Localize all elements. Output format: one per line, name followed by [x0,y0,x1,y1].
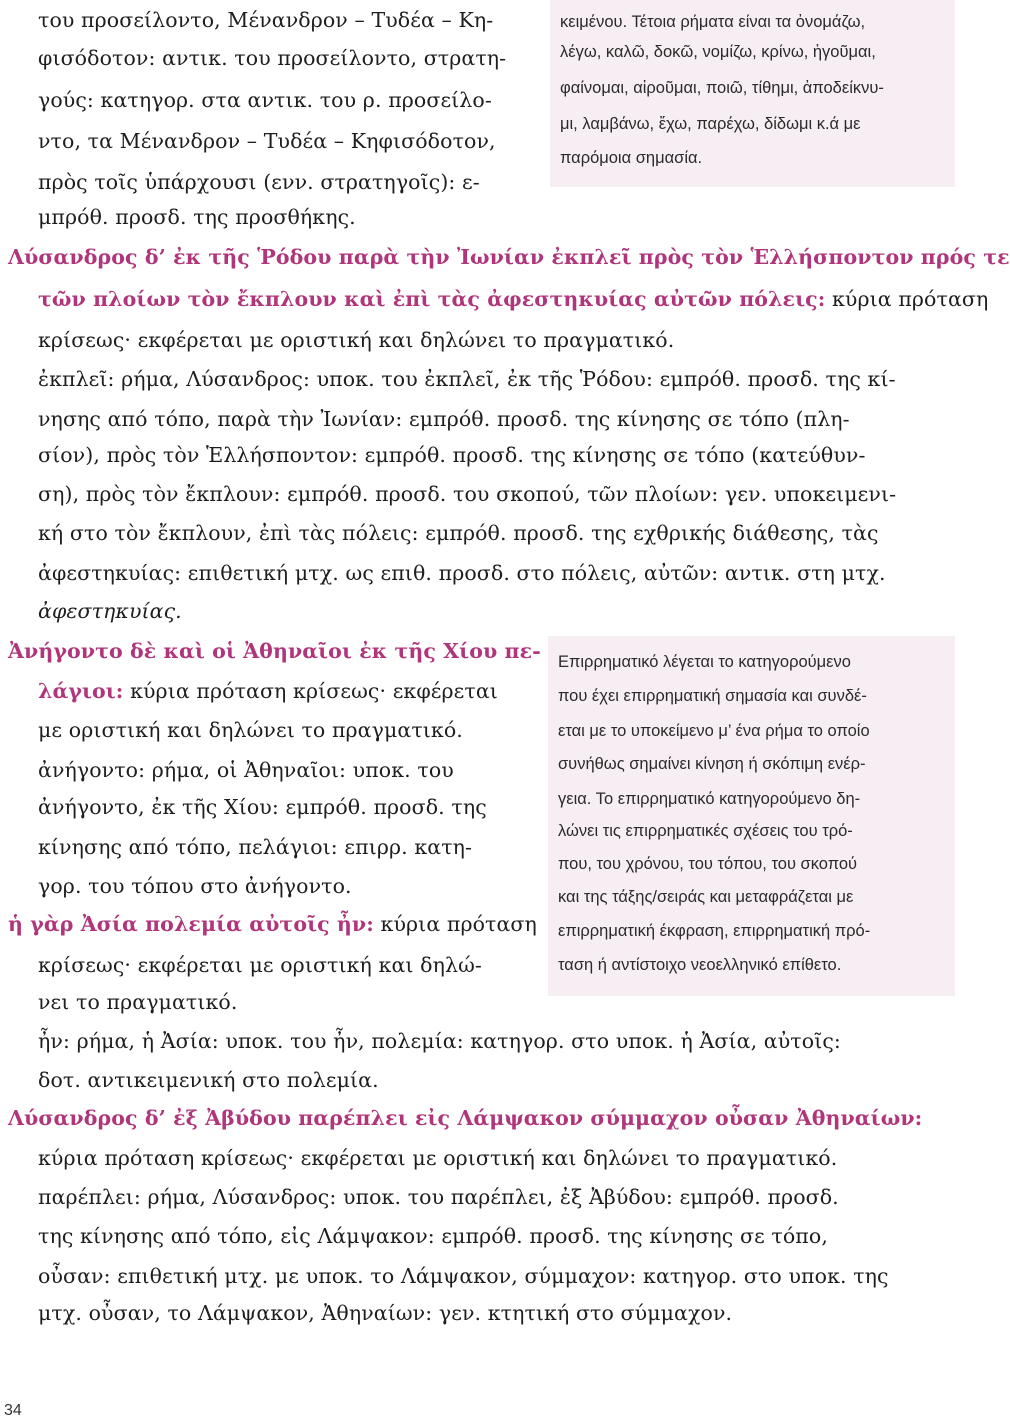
section-heading-line [38,681,498,702]
text-line: ἀνήγοντο: ρήμα, οἱ Ἀθηναῖοι: υποκ. του [38,758,454,782]
text-line: κρίσεως· εκφέρεται με οριστική και δηλώνει το πραγματικό. [38,328,675,352]
note-box-verbs [550,0,955,187]
text-line: παρέπλει: ρήμα, Λύσανδρος: υποκ. του παρέπλει, ἐξ Ἀβύδου: εμπρόθ. προσδ. [38,1185,839,1209]
note-line: ταση ή αντίστοιχο νεοελληνικό επίθετο. [558,956,842,974]
note-line: λέγω, καλῶ, δοκῶ, νομίζω, κρίνω, ἡγοῦμαι, [560,43,876,61]
text-line: δοτ. αντικειμενική στο πολεμία. [38,1068,379,1092]
text-line: κή στο τὸν ἔκπλουν, ἐπὶ τὰς πόλεις: εμπρόθ. προσδ. της εχθρικής διάθεσης, τὰς [38,521,879,545]
text-line: ντο, τα Μένανδρον – Τυδέα – Κηφισόδοτον, [38,129,496,153]
section-heading: τῶν πλοίων τὸν ἔκπλουν καὶ ἐπὶ τὰς ἀφεστηκυίας αὐτῶν πόλεις: [38,287,826,311]
text-line: φισόδοτον: αντικ. του προσείλοντο, στρατη- [38,46,507,70]
text-line: οὖσαν: επιθετική μτχ. με υποκ. το Λάμψακον, σύμμαχον: κατηγορ. στο υποκ. της [38,1264,889,1288]
text-line: πρὸς τοῖς ὑπάρχουσι (ενν. στρατηγοῖς): ε- [38,170,480,194]
text-line: ἦν: ρήμα, ἡ Ἀσία: υποκ. του ἦν, πολεμία: κατηγορ. στο υποκ. ἡ Ἀσία, αὐτοῖς: [38,1029,841,1053]
note-line: γεια. Το επιρρηματικό κατηγορούμενο δη- [558,790,861,808]
note-line: παρόμοια σημασία. [560,149,703,167]
note-line: συνήθως σημαίνει κίνηση ή σκόπιμη ενέρ- [558,755,866,773]
note-box-adverbial-predicate [548,636,955,996]
section-heading: Λύσανδρος δ’ ἐκ τῆς Ῥόδου παρὰ τὴν Ἰωνίαν ἐκπλεῖ πρὸς τὸν Ἑλλήσποντον πρός τε [8,245,1010,269]
section-heading: λάγιοι: [38,679,124,703]
section-heading-line [8,914,537,935]
note-line: Επιρρηματικό λέγεται το κατηγορούμενο [558,653,851,671]
text-line: της κίνησης από τόπο, εἰς Λάμψακον: εμπρόθ. προσδ. της κίνησης σε τόπο, [38,1224,828,1248]
text-line [38,10,493,31]
text-line: ἀνήγοντο, ἐκ τῆς Χίου: εμπρόθ. προσδ. της [38,795,487,819]
note-line: εται με το υποκείμενο μ’ ένα ρήμα το οποίο [558,722,870,740]
note-line: κειμένου. Τέτοια ρήματα είναι τα ὀνομάζω, [560,13,866,31]
text-line: ση), πρὸς τὸν ἔκπλουν: εμπρόθ. προσδ. του σκοπού, τῶν πλοίων: γεν. υποκειμενι- [38,482,897,506]
text-line: σίον), πρὸς τὸν Ἑλλήσποντον: εμπρόθ. προσδ. της κίνησης σε τόπο (κατεύθυν- [38,443,866,467]
text-line: ἐκπλεῖ: ρήμα, Λύσανδρος: υποκ. του ἐκπλεῖ, ἐκ τῆς Ῥόδου: εμπρόθ. προσδ. της κί- [38,367,896,391]
page-number: 34 [4,1402,22,1419]
note-line: που, του χρόνου, του τόπου, του σκοπού [558,855,858,873]
section-heading-line [38,289,988,310]
text: κύρια πρόταση [373,912,537,936]
text-line: κρίσεως· εκφέρεται με οριστική και δηλώ- [38,953,482,977]
text-line: γούς: κατηγορ. στα αντικ. του ρ. προσείλο- [38,88,492,112]
text: κύρια πρόταση κρίσεως· εκφέρεται [123,679,498,703]
text-line: ἀφεστηκυίας. [38,599,182,623]
text-line: ἀφεστηκυίας: επιθετική μτχ. ως επιθ. προσδ. στο πόλεις, αὐτῶν: αντικ. στη μτχ. [38,561,886,585]
section-heading: ἡ γὰρ Ἀσία πολεμία αὐτοῖς ἦν: [8,912,374,936]
text-line: μτχ. οὖσαν, το Λάμψακον, Ἀθηναίων: γεν. κτητική στο σύμμαχον. [38,1301,733,1325]
section-heading: Ἀνήγοντο δὲ καὶ οἱ Ἀθηναῖοι ἐκ τῆς Χίου πε- [8,639,541,663]
text-line: κύρια πρόταση κρίσεως· εκφέρεται με οριστική και δηλώνει το πραγματικό. [38,1146,838,1170]
text: του προσείλοντο, Μένανδρον – Τυδέα – Κη- [38,8,494,32]
note-line: μι, λαμβάνω, ἔχω, παρέχω, δίδωμι κ.ά με [560,115,861,133]
text-line: νει το πραγματικό. [38,990,238,1014]
note-line: φαίνομαι, αἱροῦμαι, ποιῶ, τίθημι, ἀποδείκνυ- [560,79,884,97]
text-line: μπρόθ. προσδ. της προσθήκης. [38,205,356,229]
note-line: και της τάξης/σειράς και μεταφράζεται με [558,888,854,906]
text: κύρια πρόταση [825,287,989,311]
text-line: κίνησης από τόπο, πελάγιοι: επιρρ. κατη- [38,835,473,859]
text-line: νησης από τόπο, παρὰ τὴν Ἰωνίαν: εμπρόθ. προσδ. της κίνησης σε τόπο (πλη- [38,407,850,431]
note-line: λώνει τις επιρρηματικές σχέσεις του τρό- [558,822,853,840]
note-line: επιρρηματική έκφραση, επιρρηματική πρό- [558,922,871,940]
text-line: γορ. του τόπου στο ἀνήγοντο. [38,874,352,898]
text-line: με οριστική και δηλώνει το πραγματικό. [38,718,463,742]
section-heading: Λύσανδρος δ’ ἐξ Ἀβύδου παρέπλει εἰς Λάμψακον σύμμαχον οὖσαν Ἀθηναίων: [8,1106,923,1130]
note-line: που έχει επιρρηματική σημασία και συνδέ- [558,687,867,705]
